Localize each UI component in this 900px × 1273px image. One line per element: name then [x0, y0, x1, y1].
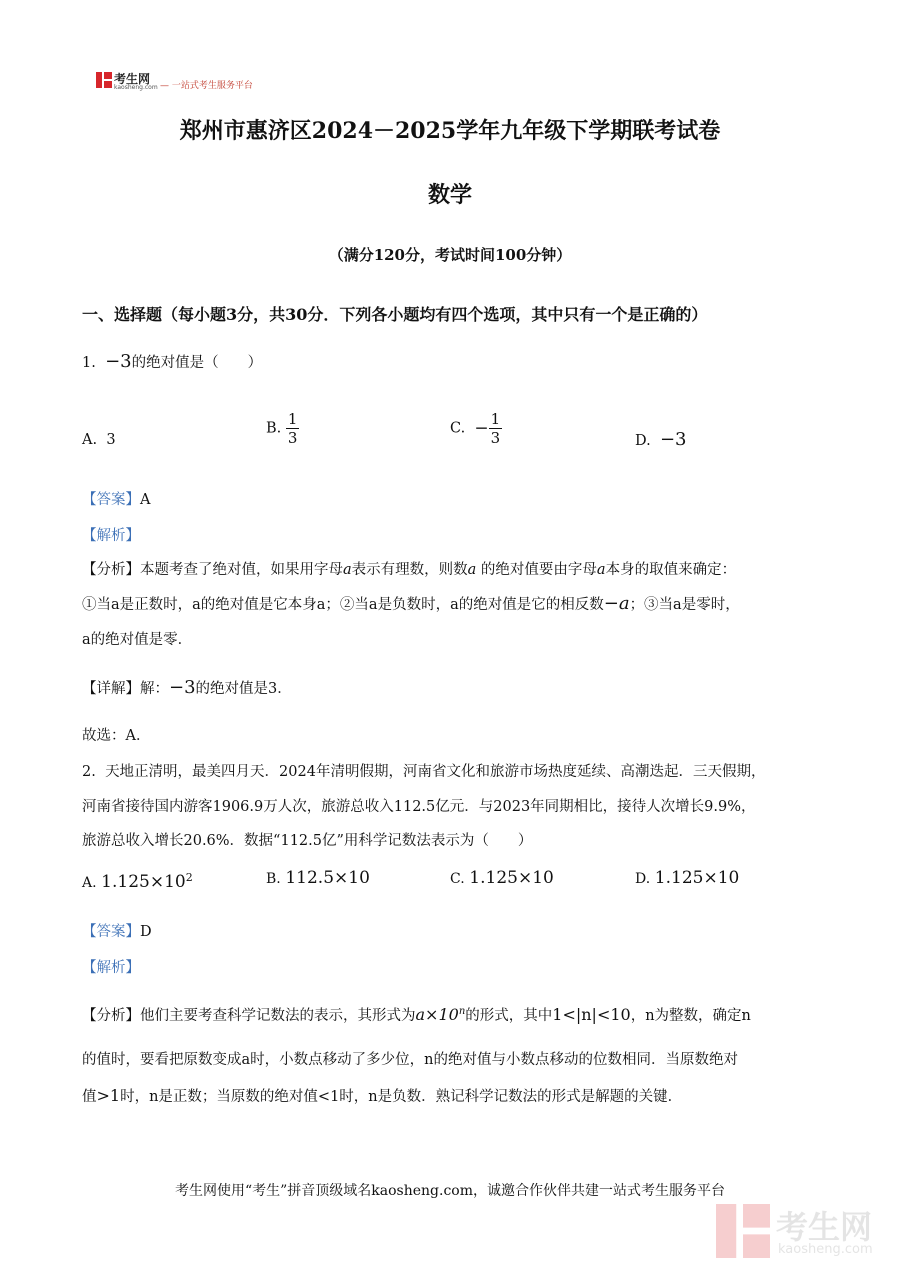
page-footer: 考生网使用“考生”拼音顶级域名kaosheng.com，诚邀合作伙伴共建一站式考生服务平台 [174, 1183, 726, 1199]
exam-subject: 数学 [427, 182, 472, 208]
question-2-line2: 河南省接待国内游客1906.9万人次，旅游总收入112.5亿元．与2023年同期相比，接待人次增长9.9%， [82, 799, 756, 815]
question-1-option-d: D. −3 [635, 429, 687, 450]
question-1-option-c: C. − $\frac{1}{3}$ [450, 410, 501, 447]
question-1-analysis-line2: ①当a是正数时，a的绝对值是它本身a；②当a是负数时，a的绝对值是它的相反数−a；③当a是零时， [82, 593, 740, 614]
question-2-option-b: B. 112.5×10 [266, 868, 370, 888]
exam-meta: （满分120分，考试时间100分钟） [328, 246, 572, 264]
question-2-option-a: A. $1.125\times 10^2$ [82, 871, 193, 892]
question-2-analysis-tag: 【解析】 [82, 960, 140, 976]
question-1-answer: 【答案】A [82, 492, 151, 508]
question-2-line3: 旅游总收入增长20.6%．数据“112.5亿”用科学记数法表示为（ ） [82, 833, 533, 849]
question-2-analysis-line3: 值>1时，n是正数；当原数的绝对值<1时，n是负数．熟记科学记数法的形式是解题的关键． [82, 1086, 683, 1105]
question-2-analysis-line2: 的值时，要看把原数变成a时，小数点移动了多少位，n的绝对值与小数点移动的位数相同．当原数绝对 [82, 1052, 738, 1068]
kaosheng-logo-icon [96, 72, 112, 88]
logo-url: kaosheng.com [114, 84, 158, 91]
logo-name: 考生网 [114, 72, 151, 86]
question-2-option-c: C. 1.125×10 [450, 868, 554, 888]
question-2-option-d: D. 1.125×10 [635, 868, 740, 888]
watermark-url: kaosheng.com [778, 1242, 873, 1257]
question-1-option-a: A. 3 [82, 432, 116, 448]
question-1-analysis: 【分析】本题考查了绝对值，如果用字母a表示有理数，则数a 的绝对值要由字母a本身的取值来确定： [82, 562, 737, 578]
logo-slogan: — 一站式考生服务平台 [160, 81, 253, 91]
question-1-analysis-tag: 【解析】 [82, 528, 140, 544]
question-1-conclusion: 故选：A． [82, 728, 151, 744]
question-2-analysis: 【分析】他们主要考查科学记数法的表示，其形式为$a\times 10^n$的形式，其中1<|n|<10，n为整数，确定n [82, 1004, 751, 1024]
question-2-line1: 2. 天地正清明，最美四月天．2024年清明假期，河南省文化和旅游市场热度延续、高潮迭起．三天假期， [82, 764, 766, 780]
question-1-stem: 1. −3的绝对值是（ ） [82, 351, 263, 372]
exam-title: 郑州市惠济区2024－2025学年九年级下学期联考试卷 [179, 118, 721, 144]
question-1-analysis-line3: a的绝对值是零． [82, 632, 193, 648]
question-2-answer: 【答案】D [82, 924, 152, 940]
watermark-logo-icon [716, 1204, 770, 1258]
question-1-option-b: B. $\frac{1}{3}$ [266, 410, 298, 447]
question-1-detail: 【详解】解：−3的绝对值是3． [82, 677, 292, 698]
section-heading: 一、选择题（每小题3分，共30分．下列各小题均有四个选项，其中只有一个是正确的） [82, 305, 708, 324]
watermark-name: 考生网 [776, 1208, 873, 1246]
watermark [716, 1202, 886, 1262]
